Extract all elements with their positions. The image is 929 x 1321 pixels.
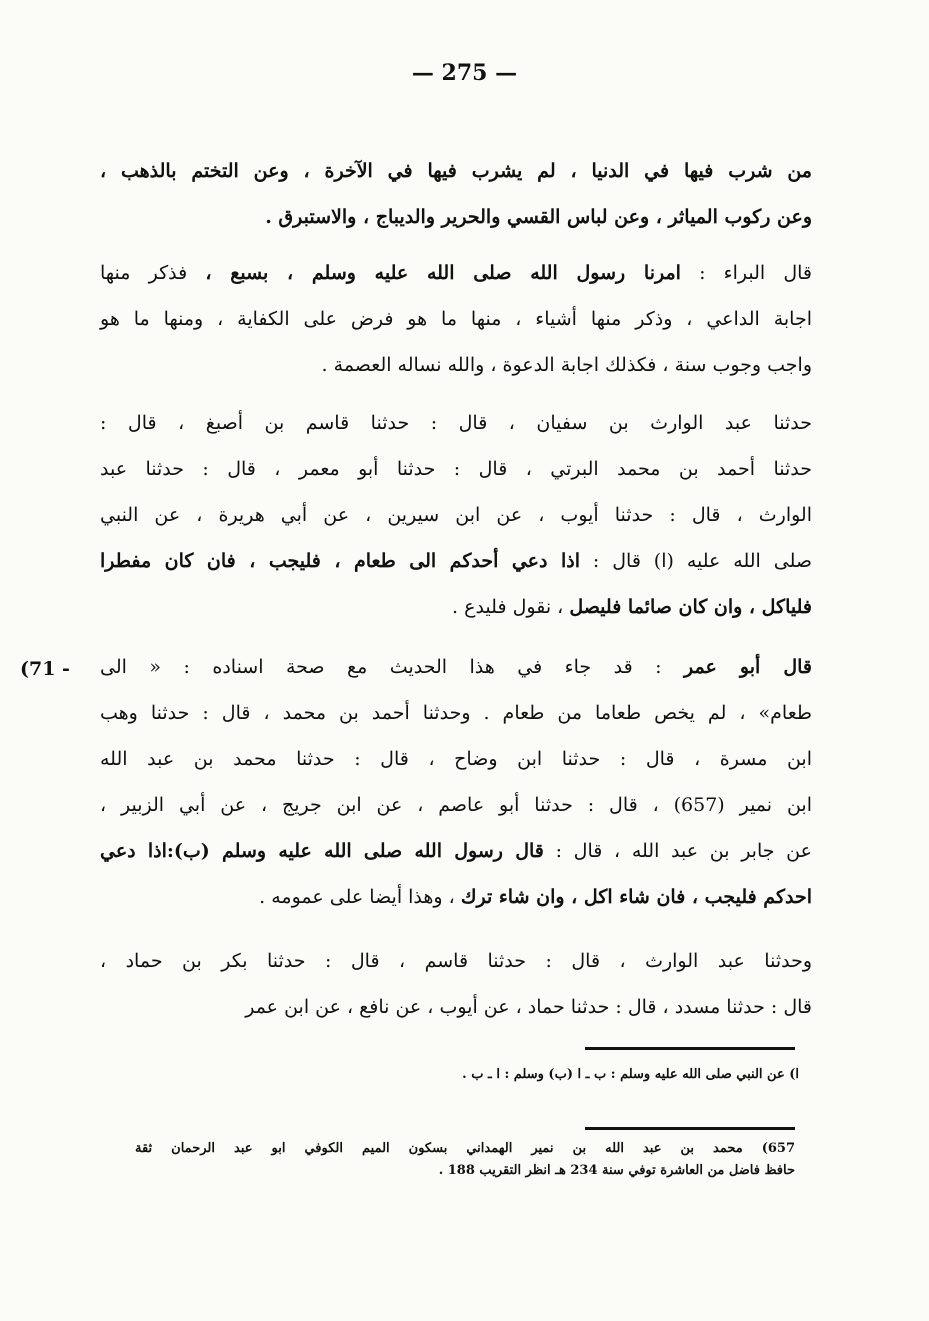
footnote-657 [135, 1138, 795, 1182]
text-line [100, 446, 812, 492]
text-line [100, 690, 812, 736]
paragraph [100, 148, 812, 244]
text-line [100, 296, 812, 342]
bold-text: فلياكل ، وان كان صائما فليصل [569, 596, 812, 618]
paragraph [100, 644, 812, 932]
text-line [100, 492, 812, 538]
text-run: ، نقول فليدع . [452, 596, 570, 618]
text-line [100, 782, 812, 828]
text-line [100, 584, 812, 630]
bold-text: وعن ركوب المياثر ، وعن لباس القسي والحرير والديباج ، والاستبرق . [265, 206, 812, 228]
text-run: ، وهذا أيضا على عمومه . [259, 886, 461, 908]
text-run: حدثنا أحمد بن محمد البرتي ، قال : حدثنا أبو معمر ، قال : حدثنا عبد [100, 458, 812, 480]
text-run: فذكر منها [100, 262, 206, 284]
text-run: قال : حدثنا مسدد ، قال : حدثنا حماد ، عن أيوب ، عن نافع ، عن ابن عمر [245, 996, 812, 1018]
paragraph [100, 400, 812, 640]
text-run: طعام» ، لم يخص طعاما من طعام . وحدثنا أحمد بن محمد ، قال : حدثنا وهب [100, 702, 812, 724]
main-text [100, 148, 812, 1034]
bold-text: قال رسول الله صلى الله عليه وسلم (ب):اذا دعي [100, 840, 544, 862]
text-run: اجابة الداعي ، وذكر منها أشياء ، منها ما هو فرض على الكفاية ، ومنها ما هو [100, 308, 812, 330]
text-line [100, 984, 812, 1030]
paragraph [100, 938, 812, 1034]
text-line [100, 644, 812, 690]
text-line [100, 538, 812, 584]
text-run: ابن نمير (657) ، قال : حدثنا أبو عاصم ، عن ابن جريج ، عن أبي الزبير ، [100, 794, 812, 816]
text-run: صلى الله عليه (ا) قال : [580, 550, 812, 572]
text-run: : قد جاء في هذا الحديث مع صحة اسناده : « الى [100, 656, 685, 678]
footnote-line: 657) محمد بن عبد الله بن نمير الهمداني بسكون الميم الكوفي ابو عبد الرحمان ثقة [135, 1141, 795, 1156]
text-run: عن جابر بن عبد الله ، قال : [543, 840, 812, 862]
margin-note: (71 - [20, 658, 70, 680]
text-run: قال البراء : [680, 262, 812, 284]
bold-text: اذا دعي أحدكم الى طعام ، فليجب ، فان كان مفطرا [100, 550, 580, 572]
text-line [100, 828, 812, 874]
text-run: واجب وجوب سنة ، فكذلك اجابة الدعوة ، والله نساله العصمة . [321, 354, 812, 376]
text-line [100, 874, 812, 920]
footnote-line: ا) عن النبي صلى الله عليه وسلم : ب ـ ا (ب) وسلم : ا ـ ب . [462, 1067, 799, 1082]
bold-text: من شرب فيها في الدنيا ، لم يشرب فيها في الآخرة ، وعن التختم بالذهب ، [100, 160, 812, 182]
text-line [100, 342, 812, 388]
footnote-line: حافظ فاضل من العاشرة توفي سنة 234 هـ انظر التقريب 188 . [438, 1163, 795, 1178]
text-run: ابن مسرة ، قال : حدثنا ابن وضاح ، قال : حدثنا محمد بن عبد الله [100, 748, 812, 770]
text-line [100, 400, 812, 446]
paragraph [100, 250, 812, 400]
bold-text: امرنا رسول الله صلى الله عليه وسلم ، بسبع ، [205, 262, 681, 284]
bold-text: احدكم فليجب ، فان شاء اكل ، وان شاء ترك [460, 886, 812, 908]
footnote-separator [585, 1127, 795, 1130]
bold-text: قال أبو عمر [684, 656, 812, 678]
page-number: — 275 — [411, 60, 518, 86]
footnote-separator [585, 1047, 795, 1050]
footnote-a [279, 1064, 799, 1086]
text-run: وحدثنا عبد الوارث ، قال : حدثنا قاسم ، قال : حدثنا بكر بن حماد ، [100, 950, 812, 972]
text-line [100, 194, 812, 240]
text-run: حدثنا عبد الوارث بن سفيان ، قال : حدثنا قاسم بن أصبغ ، قال : [100, 412, 812, 434]
text-line [100, 250, 812, 296]
text-run: الوارث ، قال : حدثنا أيوب ، عن ابن سيرين ، عن أبي هريرة ، عن النبي [100, 504, 812, 526]
text-line [100, 148, 812, 194]
text-line [100, 736, 812, 782]
text-line [100, 938, 812, 984]
